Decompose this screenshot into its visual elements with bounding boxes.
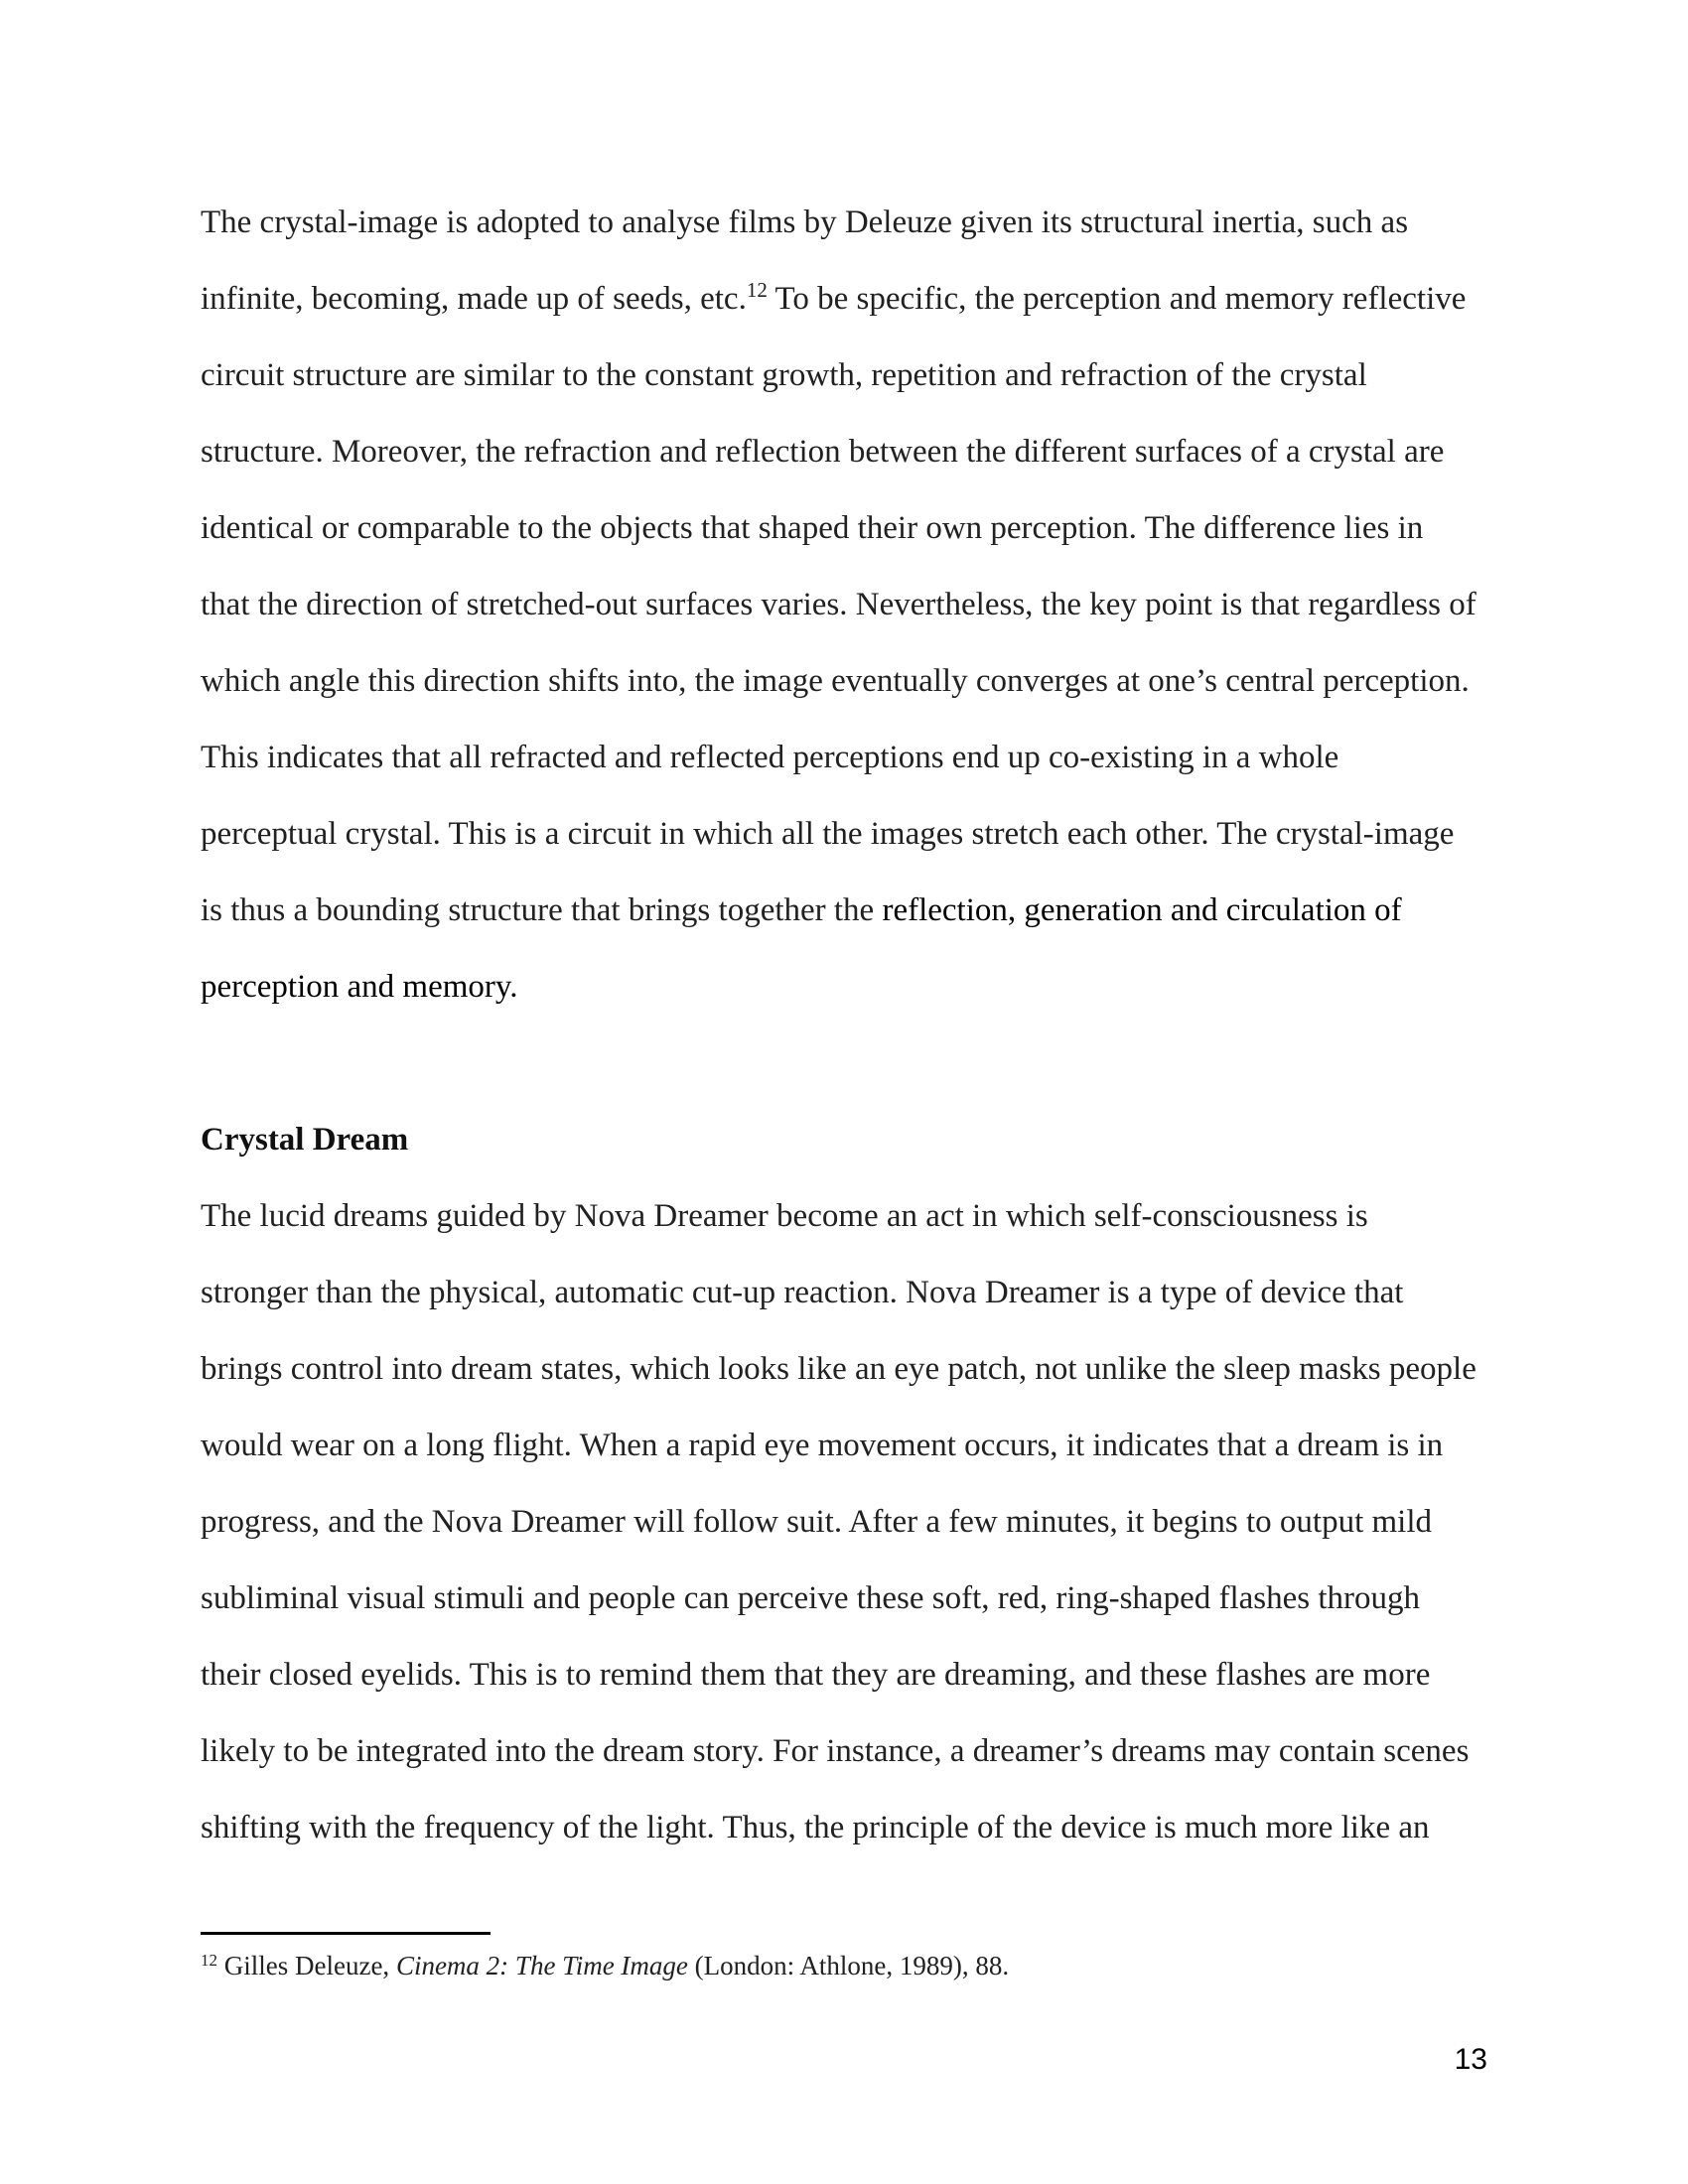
paragraph1-line-11: [201, 949, 1491, 1025]
page-number: 13: [1454, 2043, 1487, 2076]
text-run-alt-font: reflection, generation and circulation of: [882, 892, 1402, 928]
paragraph1-line-1: The crystal-image is adopted to analyse films by Deleuze given its structural inertia, such as: [201, 205, 1409, 240]
paragraph2-line-8: likely to be integrated into the dream story. For instance, a dreamer’s dreams may contain scenes: [201, 1733, 1470, 1769]
paragraph2-line-4: would wear on a long flight. When a rapid eye movement occurs, it indicates that a dream is in: [201, 1428, 1444, 1463]
footnote: [201, 1946, 1491, 1985]
paragraph1-line-10: [201, 873, 1491, 949]
paragraph1-line-7: which angle this direction shifts into, the image eventually converges at one’s central perception.: [201, 663, 1470, 699]
blank-line: [201, 1025, 1491, 1102]
paragraph2-line-5: progress, and the Nova Dreamer will follow suit. After a few minutes, it begins to output mild: [201, 1504, 1433, 1540]
paragraph2-line-2: stronger than the physical, automatic cut-up reaction. Nova Dreamer is a type of device that: [201, 1275, 1404, 1310]
paragraph1-line-4: structure. Moreover, the refraction and reflection between the different surfaces of a crystal are: [201, 434, 1445, 470]
text-run: infinite, becoming, made up of seeds, etc.: [201, 281, 747, 317]
paragraph1-line-8: This indicates that all refracted and reflected perceptions end up co-existing in a whole: [201, 740, 1339, 775]
footnote-reference-marker: 12: [746, 278, 768, 302]
footnote-text: Gilles Deleuze,: [217, 1951, 396, 1980]
text-run: To be specific, the perception and memory reflective: [767, 281, 1467, 317]
paragraph1-line-2: [201, 261, 1491, 338]
footnote-number: 12: [201, 1951, 217, 1970]
footnote-text: (London: Athlone, 1989), 88.: [687, 1951, 1010, 1980]
paragraph2-line-6: subliminal visual stimuli and people can perceive these soft, red, ring-shaped flashes through: [201, 1580, 1421, 1616]
section-heading: Crystal Dream: [201, 1122, 409, 1158]
footnote-separator: [201, 1932, 491, 1935]
paragraph2-line-7: their closed eyelids. This is to remind them that they are dreaming, and these flashes are more: [201, 1657, 1431, 1693]
paragraph1-line-5: identical or comparable to the objects that shaped their own perception. The difference lies in: [201, 510, 1424, 546]
document-body: [201, 185, 1491, 1866]
text-run-alt-font: perception and memory.: [201, 969, 518, 1005]
footnote-book-title: Cinema 2: The Time Image: [395, 1951, 688, 1980]
paragraph1-line-9: perceptual crystal. This is a circuit in which all the images stretch each other. The crystal-image: [201, 816, 1455, 852]
paragraph2-line-9: shifting with the frequency of the light. Thus, the principle of the device is much more like an: [201, 1810, 1430, 1845]
paragraph1-line-3: circuit structure are similar to the constant growth, repetition and refraction of the crystal: [201, 357, 1367, 393]
paragraph2-line-3: brings control into dream states, which looks like an eye patch, not unlike the sleep masks people: [201, 1351, 1477, 1387]
paragraph2-line-1: The lucid dreams guided by Nova Dreamer become an act in which self-consciousness is: [201, 1198, 1368, 1234]
text-run: is thus a bounding structure that brings together the: [201, 892, 883, 928]
paragraph1-line-6: that the direction of stretched-out surfaces varies. Nevertheless, the key point is that regardless of: [201, 587, 1477, 622]
